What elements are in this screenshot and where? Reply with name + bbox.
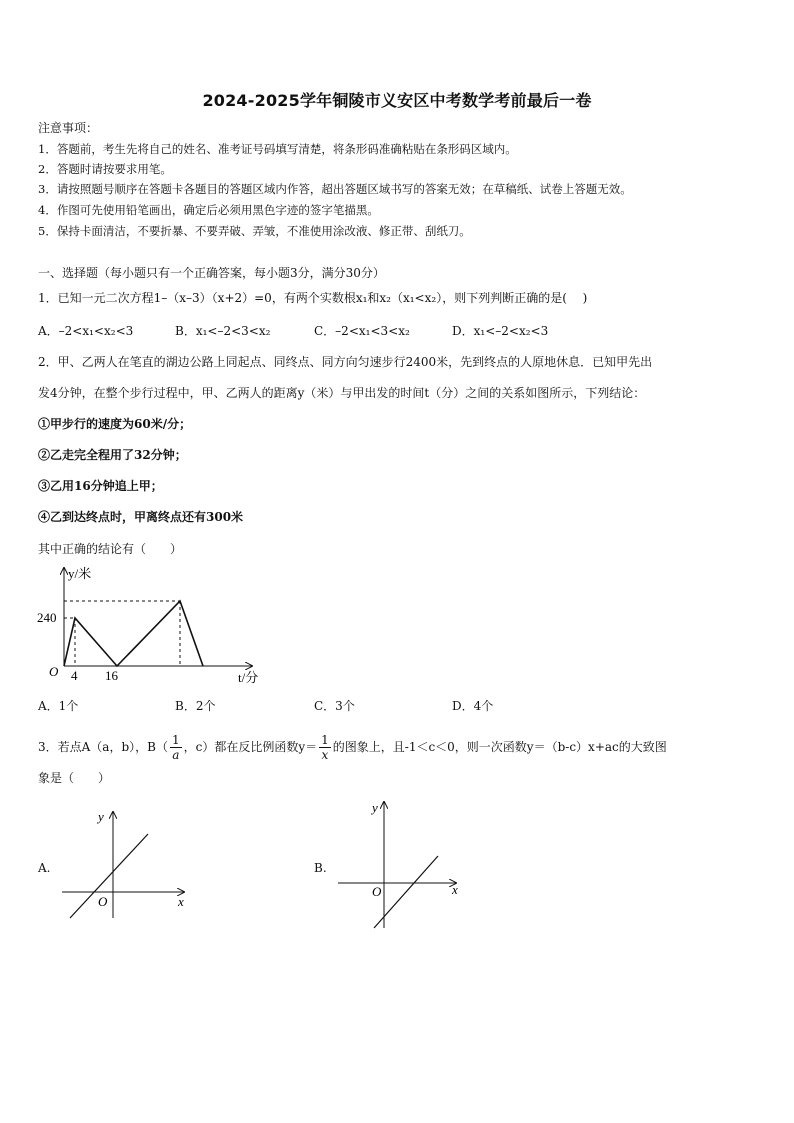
q3-option-a-label: A. xyxy=(38,861,51,875)
q3-line-1 xyxy=(38,733,667,767)
origin-label: O xyxy=(372,884,382,899)
origin-label: O xyxy=(49,664,59,679)
q2-line-2: 发4分钟，在整个步行过程中，甲、乙两人的距离y（米）与甲出发的时间t（分）之间的关系如图所示，下列结论： xyxy=(38,386,646,400)
q1-option-a: A．–2<x₁<x₂<3 xyxy=(38,324,134,338)
fraction-numerator: 1 xyxy=(321,733,329,747)
fraction-denominator: x xyxy=(321,748,329,762)
q2-statement: ③乙用16分钟追上甲； xyxy=(38,479,163,493)
q3-text-part: 3．若点A（a，b），B（ xyxy=(38,740,168,754)
q1-option-b: B．x₁<–2<3<x₂ xyxy=(175,324,271,338)
page-title: 2024-2025学年铜陵市义安区中考数学考前最后一卷 xyxy=(202,91,592,110)
note-item: 3．请按照题号顺序在答题卡各题目的答题区域内作答，超出答题区域书写的答案无效；在草稿纸、试卷上答题无效。 xyxy=(38,182,632,196)
y-axis-label: y xyxy=(372,800,378,815)
origin-label: O xyxy=(98,894,108,909)
fraction-1-over-a xyxy=(170,733,182,762)
note-item: 4．作图可先使用铅笔画出，确定后必须用黑色字迹的签字笔描黑。 xyxy=(38,203,379,217)
fraction-denominator: a xyxy=(172,748,180,762)
x-tick-label: 16 xyxy=(105,668,118,683)
q3-line-2: 象是（ ） xyxy=(38,771,111,785)
q3-text-part: 的图象上，且-1＜c＜0，则一次函数y＝（b-c）x+ac的大致图 xyxy=(332,740,667,754)
q2-option-b: B．2个 xyxy=(175,699,216,713)
q1-text: 1．已知一元二次方程1–（x–3）（x+2）=0，有两个实数根x₁和x₂（x₁<x₂），则下列判断正确的是( ) xyxy=(38,291,588,305)
q3-text-part: ，c）都在反比例函数y＝ xyxy=(183,740,318,754)
x-axis-label: x xyxy=(452,882,458,897)
q3-option-a-graph xyxy=(58,806,194,922)
fraction-1-over-x xyxy=(319,733,331,762)
y-axis-label: y/米 xyxy=(68,566,92,581)
x-axis-label: t/分 xyxy=(238,670,259,685)
q2-option-c: C．3个 xyxy=(314,699,355,713)
linear-function-line xyxy=(70,834,148,918)
y-axis-label: y xyxy=(98,809,104,824)
note-item: 1．答题前，考生先将自己的姓名、准考证号码填写清楚，将条形码准确粘贴在条形码区域内。 xyxy=(38,142,517,156)
x-tick-label: 4 xyxy=(71,668,78,683)
q3-option-b-graph xyxy=(334,796,470,932)
q3-option-b-label: B. xyxy=(314,861,327,875)
distance-line xyxy=(64,601,203,666)
q1-option-d: D．x₁<–2<x₂<3 xyxy=(452,324,549,338)
q1-options xyxy=(38,322,758,340)
q2-ask: 其中正确的结论有（ ） xyxy=(38,542,183,556)
q2-options xyxy=(38,697,758,715)
fraction-numerator: 1 xyxy=(171,733,180,747)
q2-line-1: 2．甲、乙两人在笔直的湖边公路上同起点、同终点、同方向匀速步行2400米，先到终点的人原地休息．已知甲先出 xyxy=(38,355,653,369)
q2-option-d: D．4个 xyxy=(452,699,494,713)
note-item: 5．保持卡面清洁，不要折暴、不要弄破、弄皱，不准使用涂改液、修正带、刮纸刀。 xyxy=(38,224,471,238)
note-item: 2．答题时请按要求用笔。 xyxy=(38,162,172,176)
q2-option-a: A．1个 xyxy=(38,699,79,713)
q2-statement: ②乙走完全程用了32分钟； xyxy=(38,448,187,462)
x-axis-label: x xyxy=(178,894,184,909)
section-heading: 一、选择题（每小题只有一个正确答案，每小题3分，满分30分） xyxy=(38,266,385,280)
y-tick-label: 240 xyxy=(37,610,57,625)
notes-heading: 注意事项： xyxy=(38,121,99,135)
q1-option-c: C．–2<x₁<3<x₂ xyxy=(314,324,410,338)
q2-distance-time-graph xyxy=(34,560,264,690)
q2-statement: ①甲步行的速度为60米/分； xyxy=(38,417,192,431)
q2-statement: ④乙到达终点时，甲离终点还有300米 xyxy=(38,510,244,524)
